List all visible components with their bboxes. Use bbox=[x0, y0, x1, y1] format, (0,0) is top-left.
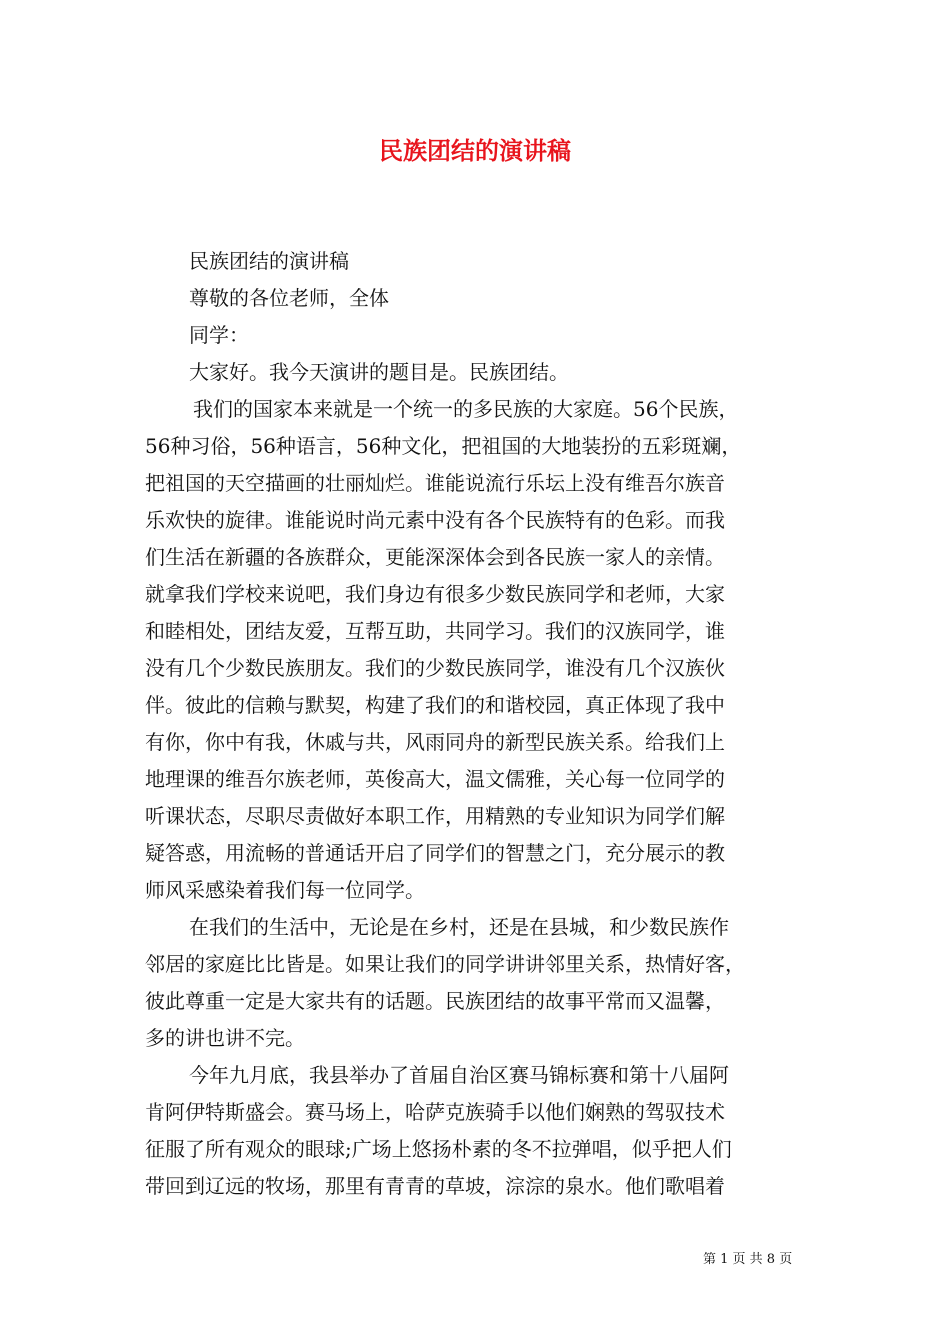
page-number: 第 1 页 共 8 页 bbox=[703, 1252, 793, 1267]
text-line: 没有几个少数民族朋友。我们的少数民族同学，谁没有几个汉族伙 bbox=[145, 656, 725, 680]
text-line: 同学： bbox=[189, 323, 249, 347]
text-line: 彼此尊重一定是大家共有的话题。民族团结的故事平常而又温馨， bbox=[145, 989, 725, 1013]
text-line: 带回到辽远的牧场，那里有青青的草坡，淙淙的泉水。他们歌唱着 bbox=[145, 1174, 725, 1198]
text-line: 们生活在新疆的各族群众，更能深深体会到各民族一家人的亲情。 bbox=[145, 545, 725, 569]
text-line: 在我们的生活中，无论是在乡村，还是在县城，和少数民族作 bbox=[189, 915, 729, 939]
text-line: 疑答惑，用流畅的普通话开启了同学们的智慧之门，充分展示的教 bbox=[145, 841, 725, 865]
text-line: 把祖国的天空描画的壮丽灿烂。谁能说流行乐坛上没有维吾尔族音 bbox=[145, 471, 725, 495]
text-line: 56种习俗，56种语言，56种文化，把祖国的大地装扮的五彩斑斓， bbox=[145, 434, 742, 458]
document-body bbox=[145, 243, 811, 1205]
text-line: 听课状态，尽职尽责做好本职工作，用精熟的专业知识为同学们解 bbox=[145, 804, 725, 828]
text-line: 师风采感染着我们每一位同学。 bbox=[145, 878, 425, 902]
text-line: 就拿我们学校来说吧，我们身边有很多少数民族同学和老师，大家 bbox=[145, 582, 725, 606]
text-line: 今年九月底，我县举办了首届自治区赛马锦标赛和第十八届阿 bbox=[189, 1063, 729, 1087]
text-line: 肯阿伊特斯盛会。赛马场上，哈萨克族骑手以他们娴熟的驾驭技术 bbox=[145, 1100, 725, 1124]
text-line: 多的讲也讲不完。 bbox=[145, 1026, 305, 1050]
text-line: 邻居的家庭比比皆是。如果让我们的同学讲讲邻里关系，热情好客， bbox=[145, 952, 745, 976]
text-line: 尊敬的各位老师，全体 bbox=[189, 286, 389, 310]
text-line: 征服了所有观众的眼球;广场上悠扬朴素的冬不拉弹唱，似乎把人们 bbox=[145, 1137, 732, 1161]
document-title: 民族团结的演讲稿 bbox=[379, 136, 571, 165]
text-line: 民族团结的演讲稿 bbox=[189, 249, 349, 273]
text-line: 我们的国家本来就是一个统一的多民族的大家庭。56个民族， bbox=[193, 397, 739, 421]
text-line: 伴。彼此的信赖与默契，构建了我们的和谐校园，真正体现了我中 bbox=[145, 693, 725, 717]
text-line: 和睦相处，团结友爱，互帮互助，共同学习。我们的汉族同学，谁 bbox=[145, 619, 725, 643]
text-line: 地理课的维吾尔族老师，英俊高大，温文儒雅，关心每一位同学的 bbox=[145, 767, 725, 791]
text-line: 有你，你中有我，休戚与共，风雨同舟的新型民族关系。给我们上 bbox=[145, 730, 725, 754]
text-line: 大家好。我今天演讲的题目是。民族团结。 bbox=[189, 360, 569, 384]
text-line: 乐欢快的旋律。谁能说时尚元素中没有各个民族特有的色彩。而我 bbox=[145, 508, 725, 532]
